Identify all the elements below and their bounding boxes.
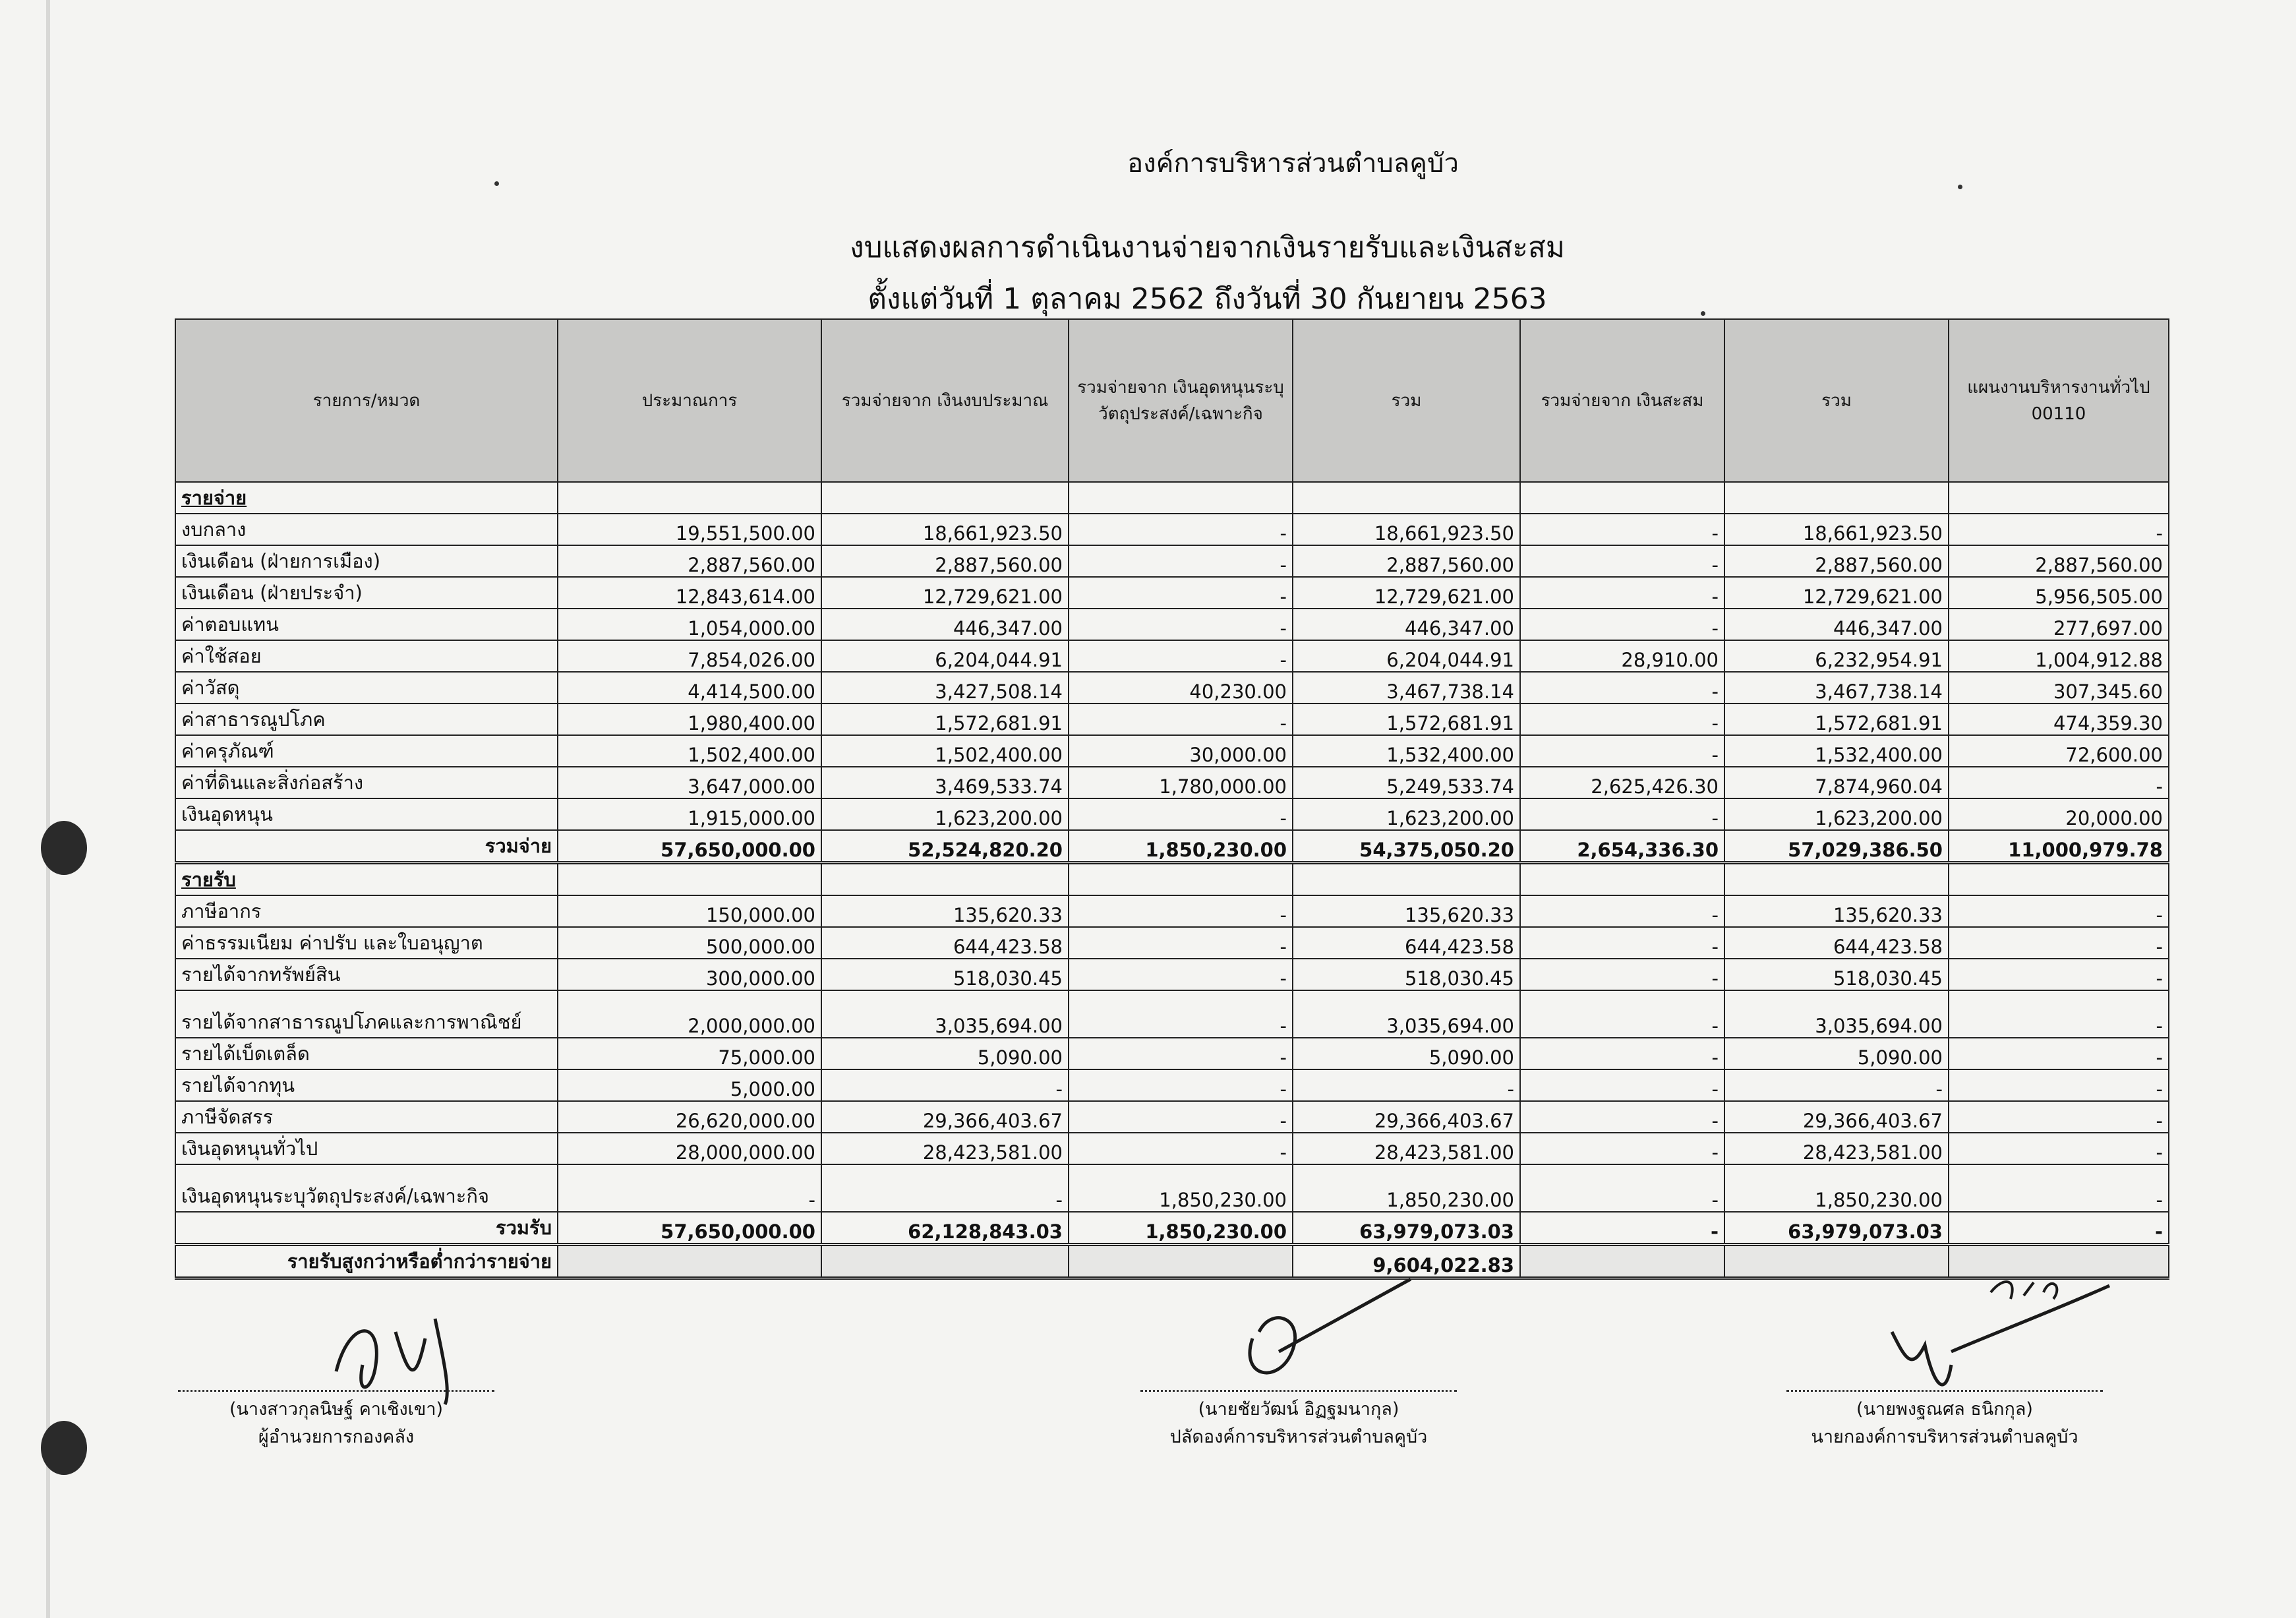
cell-value: 1,623,200.00 — [1724, 798, 1949, 830]
cell-value: 29,366,403.67 — [1724, 1101, 1949, 1133]
table-row — [175, 1038, 2169, 1069]
signature-block-clerk — [1140, 1390, 1457, 1451]
cell-value: 518,030.45 — [821, 959, 1069, 990]
row-label: งบกลาง — [175, 514, 558, 545]
cell-value: 1,623,200.00 — [1293, 798, 1520, 830]
cell-value: 30,000.00 — [1069, 735, 1293, 767]
table-row — [175, 545, 2169, 577]
cell-value: - — [1949, 1101, 2169, 1133]
cell-value: 57,650,000.00 — [558, 830, 821, 863]
cell-value: - — [1069, 990, 1293, 1038]
cell-value: - — [1949, 1038, 2169, 1069]
row-label: เงินอุดหนุน — [175, 798, 558, 830]
cell-value: 1,502,400.00 — [558, 735, 821, 767]
cell-value: - — [1949, 514, 2169, 545]
table-row — [175, 1164, 2169, 1212]
cell-value: - — [1069, 1069, 1293, 1101]
cell-value: 5,000.00 — [558, 1069, 821, 1101]
signer-position: ผู้อำนวยการกองคลัง — [258, 1427, 415, 1447]
cell-value: 2,000,000.00 — [558, 990, 821, 1038]
cell-value: 75,000.00 — [558, 1038, 821, 1069]
punch-hole — [41, 821, 87, 875]
table-header-row — [175, 319, 2169, 482]
cell-value: 3,469,533.74 — [821, 767, 1069, 798]
cell-value: 277,697.00 — [1949, 609, 2169, 640]
cell-value: 63,979,073.03 — [1724, 1212, 1949, 1245]
table-row — [175, 735, 2169, 767]
row-label: รายได้จากทรัพย์สิน — [175, 959, 558, 990]
cell-value: 446,347.00 — [1724, 609, 1949, 640]
cell-value: 518,030.45 — [1724, 959, 1949, 990]
cell-value: 3,467,738.14 — [1724, 672, 1949, 704]
cell-value: 5,090.00 — [821, 1038, 1069, 1069]
cell-value: - — [1520, 927, 1724, 959]
cell-value: 500,000.00 — [558, 927, 821, 959]
cell-value: - — [1949, 1212, 2169, 1245]
cell-value: 1,850,230.00 — [1069, 1212, 1293, 1245]
scan-speck — [1958, 185, 1962, 189]
cell-value: 52,524,820.20 — [821, 830, 1069, 863]
cell-value: - — [1949, 1133, 2169, 1164]
cell-value: 6,204,044.91 — [821, 640, 1069, 672]
cell-value: 644,423.58 — [821, 927, 1069, 959]
signer-name: (นายชัยวัฒน์ อิฏฐมนากุล) — [1198, 1399, 1399, 1420]
cell-value: 7,854,026.00 — [558, 640, 821, 672]
cell-value: 474,359.30 — [1949, 704, 2169, 735]
cell-value: - — [1520, 1038, 1724, 1069]
statement-table — [175, 318, 2169, 1280]
cell-value: - — [1949, 990, 2169, 1038]
cell-value: 1,532,400.00 — [1724, 735, 1949, 767]
row-label: รวมจ่าย — [175, 830, 558, 863]
cell-value: 518,030.45 — [1293, 959, 1520, 990]
cell-value: 1,850,230.00 — [1293, 1164, 1520, 1212]
cell-value: 446,347.00 — [821, 609, 1069, 640]
table-row — [175, 1101, 2169, 1133]
cell-value: - — [1069, 577, 1293, 609]
row-label: ค่าธรรมเนียม ค่าปรับ และใบอนุญาต — [175, 927, 558, 959]
cell-value: - — [1520, 1101, 1724, 1133]
cell-value: 28,910.00 — [1520, 640, 1724, 672]
cell-value: 72,600.00 — [1949, 735, 2169, 767]
org-name: องค์การบริหารส่วนตำบลคูบัว — [1127, 148, 1459, 179]
column-header: รวม — [1293, 319, 1520, 482]
cell-value: 1,532,400.00 — [1293, 735, 1520, 767]
cell-value: 26,620,000.00 — [558, 1101, 821, 1133]
cell-value: 135,620.33 — [821, 895, 1069, 927]
cell-value: 28,000,000.00 — [558, 1133, 821, 1164]
cell-value: 2,887,560.00 — [821, 545, 1069, 577]
row-label: เงินเดือน (ฝ่ายการเมือง) — [175, 545, 558, 577]
row-label: เงินเดือน (ฝ่ายประจำ) — [175, 577, 558, 609]
cell-value: 135,620.33 — [1293, 895, 1520, 927]
cell-value: - — [1949, 1069, 2169, 1101]
column-header: รวมจ่ายจาก เงินงบประมาณ — [821, 319, 1069, 482]
cell-value: 4,414,500.00 — [558, 672, 821, 704]
table-row — [175, 577, 2169, 609]
cell-value: - — [1520, 895, 1724, 927]
row-label: ค่าวัสดุ — [175, 672, 558, 704]
cell-value: 3,035,694.00 — [821, 990, 1069, 1038]
cell-value: - — [1069, 959, 1293, 990]
column-header: รวมจ่ายจาก เงินสะสม — [1520, 319, 1724, 482]
cell-value: 1,502,400.00 — [821, 735, 1069, 767]
table-row — [175, 767, 2169, 798]
cell-value: 1,004,912.88 — [1949, 640, 2169, 672]
cell-value: 28,423,581.00 — [1293, 1133, 1520, 1164]
table-row — [175, 990, 2169, 1038]
cell-value: 1,980,400.00 — [558, 704, 821, 735]
cell-value: 1,572,681.91 — [821, 704, 1069, 735]
cell-value: - — [1069, 895, 1293, 927]
report-title: งบแสดงผลการดำเนินงานจ่ายจากเงินรายรับและเงินสะสม — [850, 231, 1565, 264]
cell-value: 1,572,681.91 — [1293, 704, 1520, 735]
cell-value: - — [1069, 798, 1293, 830]
cell-value: 29,366,403.67 — [821, 1101, 1069, 1133]
cell-value: - — [1520, 545, 1724, 577]
cell-value: 2,887,560.00 — [1724, 545, 1949, 577]
row-label: ภาษีจัดสรร — [175, 1101, 558, 1133]
cell-value: 3,647,000.00 — [558, 767, 821, 798]
cell-value: 18,661,923.50 — [1724, 514, 1949, 545]
cell-value: - — [1520, 704, 1724, 735]
cell-value: 6,232,954.91 — [1724, 640, 1949, 672]
cell-value: - — [1520, 1212, 1724, 1245]
cell-value: 62,128,843.03 — [821, 1212, 1069, 1245]
cell-value: - — [558, 1164, 821, 1212]
column-header: รวมจ่ายจาก เงินอุดหนุนระบุ วัตถุประสงค์/เฉพาะกิจ — [1069, 319, 1293, 482]
section-row — [175, 863, 2169, 896]
table-row — [175, 609, 2169, 640]
section-row — [175, 482, 2169, 514]
cell-value: 300,000.00 — [558, 959, 821, 990]
cell-value: 57,029,386.50 — [1724, 830, 1949, 863]
cell-value: 12,843,614.00 — [558, 577, 821, 609]
cell-value: 7,874,960.04 — [1724, 767, 1949, 798]
cell-value: - — [1069, 1038, 1293, 1069]
cell-value: 1,780,000.00 — [1069, 767, 1293, 798]
row-label: รายรับสูงกว่าหรือต่ำกว่ารายจ่าย — [175, 1245, 558, 1278]
signature-mark — [1213, 1273, 1424, 1404]
table-row — [175, 895, 2169, 927]
cell-value: - — [1520, 798, 1724, 830]
cell-value: 1,572,681.91 — [1724, 704, 1949, 735]
row-label: เงินอุดหนุนระบุวัตถุประสงค์/เฉพาะกิจ — [175, 1164, 558, 1212]
cell-value: 19,551,500.00 — [558, 514, 821, 545]
table-row — [175, 927, 2169, 959]
table-row — [175, 514, 2169, 545]
column-header: ประมาณการ — [558, 319, 821, 482]
cell-value: 6,204,044.91 — [1293, 640, 1520, 672]
cell-value: 5,956,505.00 — [1949, 577, 2169, 609]
cell-value: 12,729,621.00 — [1293, 577, 1520, 609]
row-label: รวมรับ — [175, 1212, 558, 1245]
cell-value: - — [1724, 1069, 1949, 1101]
row-label: ค่าที่ดินและสิ่งก่อสร้าง — [175, 767, 558, 798]
cell-value: - — [1520, 1069, 1724, 1101]
cell-value: 12,729,621.00 — [1724, 577, 1949, 609]
cell-value: 446,347.00 — [1293, 609, 1520, 640]
cell-value: 3,035,694.00 — [1724, 990, 1949, 1038]
column-header: รายการ/หมวด — [175, 319, 558, 482]
cell-value: 644,423.58 — [1293, 927, 1520, 959]
income-section-label: รายรับ — [181, 868, 236, 891]
cell-value: 28,423,581.00 — [821, 1133, 1069, 1164]
signature-block-finance — [178, 1390, 494, 1451]
cell-value: 9,604,022.83 — [1293, 1245, 1520, 1278]
cell-value: 2,654,336.30 — [1520, 830, 1724, 863]
cell-value: 54,375,050.20 — [1293, 830, 1520, 863]
cell-value: 644,423.58 — [1724, 927, 1949, 959]
row-label: รายได้จากสาธารณูปโภคและการพาณิชย์ — [175, 990, 558, 1038]
signer-position: นายกองค์การบริหารส่วนตำบลคูบัว — [1811, 1427, 2078, 1447]
cell-value: - — [1520, 959, 1724, 990]
cell-value: 18,661,923.50 — [1293, 514, 1520, 545]
cell-value: - — [1520, 577, 1724, 609]
cell-value: 307,345.60 — [1949, 672, 2169, 704]
row-label: รายได้เบ็ดเตล็ด — [175, 1038, 558, 1069]
cell-value: 2,887,560.00 — [558, 545, 821, 577]
report-period: ตั้งแต่วันที่ 1 ตุลาคม 2562 ถึงวันที่ 30 กันยายน 2563 — [868, 282, 1547, 316]
cell-value: 2,887,560.00 — [1949, 545, 2169, 577]
cell-value: - — [1520, 990, 1724, 1038]
cell-value: - — [1293, 1069, 1520, 1101]
cell-value: - — [1069, 927, 1293, 959]
row-label: ภาษีอากร — [175, 895, 558, 927]
row-label: ค่าสาธารณูปโภค — [175, 704, 558, 735]
cell-value: - — [1520, 1164, 1724, 1212]
cell-value: 3,035,694.00 — [1293, 990, 1520, 1038]
cell-value: - — [1949, 767, 2169, 798]
row-label: ค่าครุภัณฑ์ — [175, 735, 558, 767]
expense-section-label: รายจ่าย — [181, 487, 247, 509]
cell-value: - — [1520, 609, 1724, 640]
table-row — [175, 1133, 2169, 1164]
table-row — [175, 959, 2169, 990]
cell-value: 135,620.33 — [1724, 895, 1949, 927]
signer-name: (นายพงฐณศล ธนิกกุล) — [1856, 1399, 2033, 1420]
punch-hole — [41, 1421, 87, 1475]
cell-value: - — [1069, 1133, 1293, 1164]
column-header: แผนงานบริหารงานทั่วไป 00110 — [1949, 319, 2169, 482]
cell-value: 1,623,200.00 — [821, 798, 1069, 830]
cell-value: - — [821, 1069, 1069, 1101]
cell-value: - — [1520, 735, 1724, 767]
table-row — [175, 1069, 2169, 1101]
cell-value: - — [1949, 959, 2169, 990]
cell-value: 5,090.00 — [1293, 1038, 1520, 1069]
row-label: เงินอุดหนุนทั่วไป — [175, 1133, 558, 1164]
cell-value: 2,887,560.00 — [1293, 545, 1520, 577]
cell-value: 20,000.00 — [1949, 798, 2169, 830]
income-total-row — [175, 1212, 2169, 1245]
cell-value: 1,850,230.00 — [1069, 1164, 1293, 1212]
cell-value: 57,650,000.00 — [558, 1212, 821, 1245]
cell-value: 18,661,923.50 — [821, 514, 1069, 545]
cell-value: - — [1949, 895, 2169, 927]
cell-value: - — [1069, 609, 1293, 640]
cell-value: - — [1520, 672, 1724, 704]
cell-value: 11,000,979.78 — [1949, 830, 2169, 863]
cell-value: 63,979,073.03 — [1293, 1212, 1520, 1245]
cell-value: - — [1069, 704, 1293, 735]
table-row — [175, 672, 2169, 704]
row-label: รายได้จากทุน — [175, 1069, 558, 1101]
cell-value: 3,467,738.14 — [1293, 672, 1520, 704]
row-label: ค่าใช้สอย — [175, 640, 558, 672]
cell-value: - — [1520, 514, 1724, 545]
cell-value: 1,915,000.00 — [558, 798, 821, 830]
signer-position: ปลัดองค์การบริหารส่วนตำบลคูบัว — [1169, 1427, 1428, 1447]
table-row — [175, 798, 2169, 830]
cell-value: 5,249,533.74 — [1293, 767, 1520, 798]
signature-block-mayor — [1786, 1390, 2103, 1451]
cell-value: - — [1949, 927, 2169, 959]
cell-value: - — [1069, 545, 1293, 577]
cell-value: 1,850,230.00 — [1069, 830, 1293, 863]
page-edge — [46, 0, 50, 1618]
cell-value: 2,625,426.30 — [1520, 767, 1724, 798]
cell-value: 40,230.00 — [1069, 672, 1293, 704]
cell-value: 1,054,000.00 — [558, 609, 821, 640]
cell-value: 28,423,581.00 — [1724, 1133, 1949, 1164]
cell-value: 150,000.00 — [558, 895, 821, 927]
cell-value: 1,850,230.00 — [1724, 1164, 1949, 1212]
row-label: ค่าตอบแทน — [175, 609, 558, 640]
cell-value: - — [821, 1164, 1069, 1212]
table-row — [175, 704, 2169, 735]
cell-value: 12,729,621.00 — [821, 577, 1069, 609]
cell-value: 5,090.00 — [1724, 1038, 1949, 1069]
column-header: รวม — [1724, 319, 1949, 482]
signer-name: (นางสาวกุลนิษฐ์ คาเชิงเขา) — [229, 1399, 444, 1420]
cell-value: 29,366,403.67 — [1293, 1101, 1520, 1133]
expense-total-row — [175, 830, 2169, 863]
cell-value: - — [1949, 1164, 2169, 1212]
table-row — [175, 640, 2169, 672]
cell-value: - — [1069, 640, 1293, 672]
cell-value: - — [1069, 514, 1293, 545]
cell-value: - — [1069, 1101, 1293, 1133]
cell-value: - — [1520, 1133, 1724, 1164]
cell-value: 3,427,508.14 — [821, 672, 1069, 704]
